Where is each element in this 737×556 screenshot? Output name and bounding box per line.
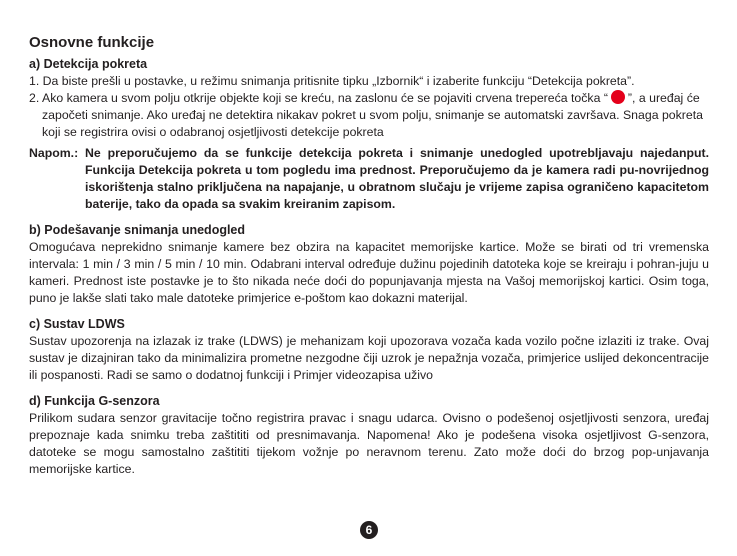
manual-page bbox=[29, 34, 709, 478]
section-a-item-1: 1. Da biste prešli u postavke, u režimu snimanja pritisnite tipku „Izbornik“ i izaberite funkciju “Detekcija pokreta”. bbox=[29, 74, 635, 88]
section-a-item-2 bbox=[29, 90, 709, 141]
note-text: Ne preporučujemo da se funkcije detekcija pokreta i snimanje unedogled upotrebljavaju najedanput. Funkcija Detekcija pokreta u tom pogledu ima prednost. Preporučujemo da je kamera radi pu-novrijednog iskorištenja stalno priključena na napajanje, u obratnom slučaju je vrijeme zapisa ograničeno kapacitetom baterije, tako da opada sa svakim kreiranim zapisom. bbox=[85, 146, 709, 211]
section-c-heading: c) Sustav LDWS bbox=[29, 317, 125, 331]
section-b-heading: b) Podešavanje snimanja unedogled bbox=[29, 223, 246, 237]
section-d-heading: d) Funkcija G-senzora bbox=[29, 394, 160, 408]
section-b-text: Omogućava neprekidno snimanje kamere bez obzira na kapacitet memorijske kartice. Može se birati od tri vremenska intervala: 1 min / 3 min / 5 min / 10 min. Odabrani interval određuje dužinu pojedinih datoteka koje se kreiraju i pohran-juju u kameri. Prednost iste postavke je to što nikada neće doći do popunjavanja mjesta na Vašoj memorijskoj kartici. Osim toga, puno je lakše slati tako male datoteke primjerice e-poštom kao dokazni materijal. bbox=[29, 240, 709, 305]
section-c-text: Sustav upozorenja na izlazak iz trake (LDWS) je mehanizam koji upozorava vozača kada vozilo počne izlaziti iz trake. Ovaj sustav je dizajniran tako da minimalizira prometne nezgodne čiji uzrok je nepažnja vozača, primjerice uslijed dekoncentracije ili pospanosti. Radi se samo o dodatnoj funkciji i Primjer videozapisa uživo bbox=[29, 334, 709, 382]
section-a-item-2-end: ”, a uređaj će započeti snimanje. Ako uređaj ne detektira nikakav pokret u svom polju, snimanje se automatski završava. Snaga pokreta koji se registrira ovisi o odabranoj osjetljivosti detekcije pokreta bbox=[42, 91, 703, 139]
page-number: 6 bbox=[360, 521, 378, 539]
note bbox=[29, 145, 709, 213]
section-d-text: Prilikom sudara senzor gravitacije točno registrira pravac i snagu udarca. Ovisno o podešenoj osjetljivosti senzora, uređaj prepoznaje kada snimku treba zaštititi od presnimavanja. Napomena! Ako je podešena visoka osjetljivost G-senzora, datoteke se mogu samostalno zaštititi tijekom vožnje po neravnom terenu. Zato može doći do brzog pop-unjavanja memorijske kartice. bbox=[29, 411, 709, 476]
red-dot-icon bbox=[611, 90, 625, 104]
section-a-heading: a) Detekcija pokreta bbox=[29, 57, 148, 71]
section-a-item-2-start: 2. Ako kamera u svom polju otkrije objekte koji se kreću, na zaslonu će se pojaviti crvena trepereća točka “ bbox=[29, 91, 608, 105]
note-label: Napom.: bbox=[29, 146, 79, 160]
page-title: Osnovne funkcije bbox=[29, 34, 155, 51]
